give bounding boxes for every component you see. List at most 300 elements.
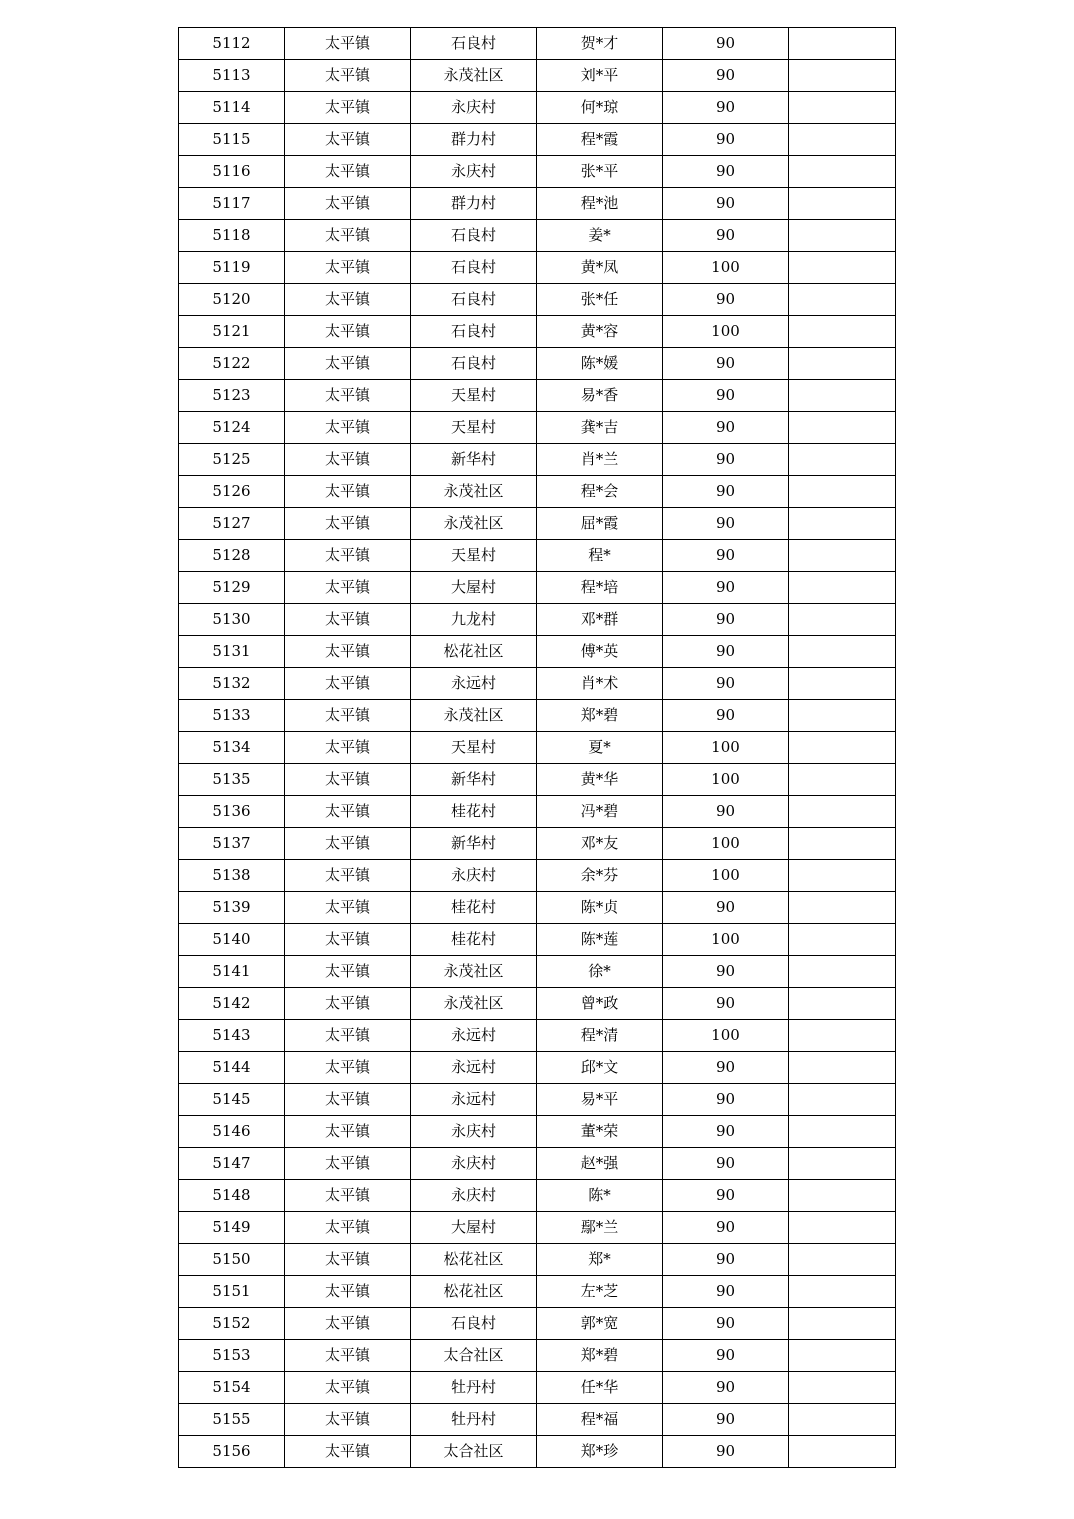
amount-cell: 90 xyxy=(663,124,789,156)
amount-cell: 100 xyxy=(663,860,789,892)
seq-cell: 5136 xyxy=(179,796,285,828)
village-cell: 石良村 xyxy=(411,28,537,60)
name-cell: 陈* xyxy=(537,1180,663,1212)
village-cell: 永茂社区 xyxy=(411,988,537,1020)
amount-cell: 90 xyxy=(663,1052,789,1084)
town-cell: 太平镇 xyxy=(285,924,411,956)
name-cell: 夏* xyxy=(537,732,663,764)
town-cell: 太平镇 xyxy=(285,1436,411,1468)
village-cell: 天星村 xyxy=(411,380,537,412)
remark-cell xyxy=(789,1084,896,1116)
table-row xyxy=(179,284,896,316)
remark-cell xyxy=(789,348,896,380)
table-row xyxy=(179,476,896,508)
name-cell: 程* xyxy=(537,540,663,572)
seq-cell: 5137 xyxy=(179,828,285,860)
remark-cell xyxy=(789,1148,896,1180)
seq-cell: 5118 xyxy=(179,220,285,252)
amount-cell: 100 xyxy=(663,1020,789,1052)
remark-cell xyxy=(789,444,896,476)
seq-cell: 5135 xyxy=(179,764,285,796)
name-cell: 程*霞 xyxy=(537,124,663,156)
amount-cell: 90 xyxy=(663,572,789,604)
name-cell: 陈*莲 xyxy=(537,924,663,956)
seq-cell: 5124 xyxy=(179,412,285,444)
seq-cell: 5151 xyxy=(179,1276,285,1308)
name-cell: 何*琼 xyxy=(537,92,663,124)
village-cell: 桂花村 xyxy=(411,796,537,828)
amount-cell: 90 xyxy=(663,1180,789,1212)
village-cell: 新华村 xyxy=(411,764,537,796)
town-cell: 太平镇 xyxy=(285,1052,411,1084)
table-row xyxy=(179,92,896,124)
town-cell: 太平镇 xyxy=(285,988,411,1020)
remark-cell xyxy=(789,540,896,572)
amount-cell: 90 xyxy=(663,476,789,508)
name-cell: 屈*霞 xyxy=(537,508,663,540)
table-row xyxy=(179,348,896,380)
remark-cell xyxy=(789,988,896,1020)
remark-cell xyxy=(789,1212,896,1244)
amount-cell: 90 xyxy=(663,380,789,412)
town-cell: 太平镇 xyxy=(285,1340,411,1372)
seq-cell: 5116 xyxy=(179,156,285,188)
table-row xyxy=(179,668,896,700)
table-row xyxy=(179,828,896,860)
name-cell: 郑*珍 xyxy=(537,1436,663,1468)
village-cell: 天星村 xyxy=(411,412,537,444)
amount-cell: 100 xyxy=(663,316,789,348)
seq-cell: 5122 xyxy=(179,348,285,380)
table-row xyxy=(179,540,896,572)
name-cell: 邱*文 xyxy=(537,1052,663,1084)
table-row xyxy=(179,1052,896,1084)
table-row xyxy=(179,1244,896,1276)
name-cell: 易*平 xyxy=(537,1084,663,1116)
remark-cell xyxy=(789,700,896,732)
remark-cell xyxy=(789,508,896,540)
remark-cell xyxy=(789,636,896,668)
table-row xyxy=(179,1308,896,1340)
village-cell: 新华村 xyxy=(411,444,537,476)
town-cell: 太平镇 xyxy=(285,28,411,60)
seq-cell: 5115 xyxy=(179,124,285,156)
seq-cell: 5155 xyxy=(179,1404,285,1436)
table-row xyxy=(179,252,896,284)
amount-cell: 100 xyxy=(663,732,789,764)
table-row xyxy=(179,1276,896,1308)
name-cell: 曾*政 xyxy=(537,988,663,1020)
name-cell: 邓*友 xyxy=(537,828,663,860)
village-cell: 天星村 xyxy=(411,540,537,572)
village-cell: 永庆村 xyxy=(411,1180,537,1212)
table-row xyxy=(179,220,896,252)
name-cell: 张*平 xyxy=(537,156,663,188)
seq-cell: 5123 xyxy=(179,380,285,412)
town-cell: 太平镇 xyxy=(285,188,411,220)
remark-cell xyxy=(789,316,896,348)
remark-cell xyxy=(789,220,896,252)
village-cell: 桂花村 xyxy=(411,924,537,956)
name-cell: 邓*群 xyxy=(537,604,663,636)
seq-cell: 5140 xyxy=(179,924,285,956)
village-cell: 牡丹村 xyxy=(411,1404,537,1436)
remark-cell xyxy=(789,572,896,604)
remark-cell xyxy=(789,796,896,828)
remark-cell xyxy=(789,732,896,764)
town-cell: 太平镇 xyxy=(285,700,411,732)
name-cell: 程*培 xyxy=(537,572,663,604)
remark-cell xyxy=(789,1340,896,1372)
amount-cell: 100 xyxy=(663,828,789,860)
name-cell: 傅*英 xyxy=(537,636,663,668)
amount-cell: 90 xyxy=(663,668,789,700)
table-row xyxy=(179,1404,896,1436)
town-cell: 太平镇 xyxy=(285,796,411,828)
village-cell: 群力村 xyxy=(411,124,537,156)
amount-cell: 90 xyxy=(663,540,789,572)
amount-cell: 90 xyxy=(663,444,789,476)
table-row xyxy=(179,1020,896,1052)
village-cell: 石良村 xyxy=(411,348,537,380)
seq-cell: 5113 xyxy=(179,60,285,92)
seq-cell: 5150 xyxy=(179,1244,285,1276)
amount-cell: 100 xyxy=(663,252,789,284)
village-cell: 永庆村 xyxy=(411,156,537,188)
remark-cell xyxy=(789,1180,896,1212)
town-cell: 太平镇 xyxy=(285,1148,411,1180)
remark-cell xyxy=(789,476,896,508)
seq-cell: 5129 xyxy=(179,572,285,604)
town-cell: 太平镇 xyxy=(285,572,411,604)
village-cell: 永庆村 xyxy=(411,860,537,892)
village-cell: 大屋村 xyxy=(411,572,537,604)
village-cell: 石良村 xyxy=(411,1308,537,1340)
seq-cell: 5141 xyxy=(179,956,285,988)
name-cell: 张*任 xyxy=(537,284,663,316)
amount-cell: 90 xyxy=(663,1212,789,1244)
village-cell: 永茂社区 xyxy=(411,700,537,732)
remark-cell xyxy=(789,124,896,156)
amount-cell: 90 xyxy=(663,508,789,540)
name-cell: 程*会 xyxy=(537,476,663,508)
remark-cell xyxy=(789,284,896,316)
seq-cell: 5134 xyxy=(179,732,285,764)
seq-cell: 5152 xyxy=(179,1308,285,1340)
seq-cell: 5142 xyxy=(179,988,285,1020)
seq-cell: 5114 xyxy=(179,92,285,124)
table-row xyxy=(179,316,896,348)
village-cell: 永茂社区 xyxy=(411,60,537,92)
village-cell: 松花社区 xyxy=(411,1276,537,1308)
remark-cell xyxy=(789,1052,896,1084)
town-cell: 太平镇 xyxy=(285,1404,411,1436)
amount-cell: 90 xyxy=(663,1084,789,1116)
name-cell: 任*华 xyxy=(537,1372,663,1404)
remark-cell xyxy=(789,604,896,636)
seq-cell: 5131 xyxy=(179,636,285,668)
seq-cell: 5133 xyxy=(179,700,285,732)
village-cell: 石良村 xyxy=(411,284,537,316)
town-cell: 太平镇 xyxy=(285,412,411,444)
seq-cell: 5117 xyxy=(179,188,285,220)
table-row xyxy=(179,508,896,540)
village-cell: 大屋村 xyxy=(411,1212,537,1244)
village-cell: 永远村 xyxy=(411,1052,537,1084)
amount-cell: 90 xyxy=(663,92,789,124)
name-cell: 冯*碧 xyxy=(537,796,663,828)
town-cell: 太平镇 xyxy=(285,220,411,252)
table-row xyxy=(179,796,896,828)
name-cell: 郑*碧 xyxy=(537,700,663,732)
town-cell: 太平镇 xyxy=(285,1308,411,1340)
village-cell: 永远村 xyxy=(411,1020,537,1052)
amount-cell: 90 xyxy=(663,1148,789,1180)
village-cell: 松花社区 xyxy=(411,1244,537,1276)
amount-cell: 90 xyxy=(663,1116,789,1148)
name-cell: 左*芝 xyxy=(537,1276,663,1308)
village-cell: 天星村 xyxy=(411,732,537,764)
name-cell: 郑* xyxy=(537,1244,663,1276)
seq-cell: 5156 xyxy=(179,1436,285,1468)
table-row xyxy=(179,1084,896,1116)
seq-cell: 5149 xyxy=(179,1212,285,1244)
name-cell: 余*芬 xyxy=(537,860,663,892)
village-cell: 永远村 xyxy=(411,668,537,700)
town-cell: 太平镇 xyxy=(285,1020,411,1052)
town-cell: 太平镇 xyxy=(285,892,411,924)
name-cell: 郑*碧 xyxy=(537,1340,663,1372)
village-cell: 太合社区 xyxy=(411,1340,537,1372)
village-cell: 石良村 xyxy=(411,252,537,284)
seq-cell: 5119 xyxy=(179,252,285,284)
town-cell: 太平镇 xyxy=(285,1276,411,1308)
name-cell: 黄*凤 xyxy=(537,252,663,284)
seq-cell: 5126 xyxy=(179,476,285,508)
town-cell: 太平镇 xyxy=(285,60,411,92)
village-cell: 新华村 xyxy=(411,828,537,860)
amount-cell: 90 xyxy=(663,700,789,732)
town-cell: 太平镇 xyxy=(285,764,411,796)
town-cell: 太平镇 xyxy=(285,828,411,860)
village-cell: 永茂社区 xyxy=(411,508,537,540)
table-row xyxy=(179,1372,896,1404)
name-cell: 赵*强 xyxy=(537,1148,663,1180)
amount-cell: 90 xyxy=(663,892,789,924)
remark-cell xyxy=(789,1244,896,1276)
village-cell: 永庆村 xyxy=(411,92,537,124)
village-cell: 牡丹村 xyxy=(411,1372,537,1404)
seq-cell: 5143 xyxy=(179,1020,285,1052)
town-cell: 太平镇 xyxy=(285,380,411,412)
amount-cell: 90 xyxy=(663,1276,789,1308)
name-cell: 鄢*兰 xyxy=(537,1212,663,1244)
remark-cell xyxy=(789,668,896,700)
table-row xyxy=(179,1340,896,1372)
name-cell: 黄*容 xyxy=(537,316,663,348)
name-cell: 郭*宽 xyxy=(537,1308,663,1340)
seq-cell: 5147 xyxy=(179,1148,285,1180)
remark-cell xyxy=(789,156,896,188)
remark-cell xyxy=(789,924,896,956)
seq-cell: 5138 xyxy=(179,860,285,892)
town-cell: 太平镇 xyxy=(285,1244,411,1276)
table-row xyxy=(179,572,896,604)
amount-cell: 90 xyxy=(663,1436,789,1468)
remark-cell xyxy=(789,956,896,988)
town-cell: 太平镇 xyxy=(285,1116,411,1148)
table-row xyxy=(179,380,896,412)
table-row xyxy=(179,732,896,764)
name-cell: 肖*术 xyxy=(537,668,663,700)
remark-cell xyxy=(789,380,896,412)
name-cell: 易*香 xyxy=(537,380,663,412)
town-cell: 太平镇 xyxy=(285,316,411,348)
amount-cell: 90 xyxy=(663,956,789,988)
table-row xyxy=(179,156,896,188)
name-cell: 徐* xyxy=(537,956,663,988)
remark-cell xyxy=(789,1276,896,1308)
remark-cell xyxy=(789,860,896,892)
town-cell: 太平镇 xyxy=(285,732,411,764)
table-row xyxy=(179,188,896,220)
amount-cell: 90 xyxy=(663,28,789,60)
amount-cell: 90 xyxy=(663,220,789,252)
amount-cell: 90 xyxy=(663,604,789,636)
town-cell: 太平镇 xyxy=(285,284,411,316)
name-cell: 董*荣 xyxy=(537,1116,663,1148)
town-cell: 太平镇 xyxy=(285,860,411,892)
remark-cell xyxy=(789,1308,896,1340)
village-cell: 永庆村 xyxy=(411,1116,537,1148)
town-cell: 太平镇 xyxy=(285,348,411,380)
remark-cell xyxy=(789,188,896,220)
remark-cell xyxy=(789,92,896,124)
roster-table-body xyxy=(179,28,896,1468)
seq-cell: 5127 xyxy=(179,508,285,540)
name-cell: 陈*贞 xyxy=(537,892,663,924)
remark-cell xyxy=(789,28,896,60)
table-row xyxy=(179,924,896,956)
table-row xyxy=(179,1148,896,1180)
village-cell: 九龙村 xyxy=(411,604,537,636)
name-cell: 龚*吉 xyxy=(537,412,663,444)
name-cell: 姜* xyxy=(537,220,663,252)
seq-cell: 5139 xyxy=(179,892,285,924)
town-cell: 太平镇 xyxy=(285,124,411,156)
village-cell: 永茂社区 xyxy=(411,956,537,988)
seq-cell: 5154 xyxy=(179,1372,285,1404)
town-cell: 太平镇 xyxy=(285,604,411,636)
amount-cell: 100 xyxy=(663,764,789,796)
seq-cell: 5125 xyxy=(179,444,285,476)
name-cell: 程*池 xyxy=(537,188,663,220)
seq-cell: 5132 xyxy=(179,668,285,700)
table-row xyxy=(179,412,896,444)
name-cell: 程*福 xyxy=(537,1404,663,1436)
town-cell: 太平镇 xyxy=(285,156,411,188)
town-cell: 太平镇 xyxy=(285,92,411,124)
seq-cell: 5146 xyxy=(179,1116,285,1148)
town-cell: 太平镇 xyxy=(285,956,411,988)
amount-cell: 90 xyxy=(663,636,789,668)
seq-cell: 5128 xyxy=(179,540,285,572)
remark-cell xyxy=(789,1020,896,1052)
town-cell: 太平镇 xyxy=(285,668,411,700)
village-cell: 桂花村 xyxy=(411,892,537,924)
name-cell: 刘*平 xyxy=(537,60,663,92)
table-row xyxy=(179,444,896,476)
table-row xyxy=(179,1116,896,1148)
village-cell: 太合社区 xyxy=(411,1436,537,1468)
table-row xyxy=(179,60,896,92)
amount-cell: 90 xyxy=(663,1340,789,1372)
town-cell: 太平镇 xyxy=(285,1212,411,1244)
amount-cell: 90 xyxy=(663,348,789,380)
town-cell: 太平镇 xyxy=(285,540,411,572)
town-cell: 太平镇 xyxy=(285,1084,411,1116)
name-cell: 贺*才 xyxy=(537,28,663,60)
remark-cell xyxy=(789,1436,896,1468)
seq-cell: 5145 xyxy=(179,1084,285,1116)
seq-cell: 5112 xyxy=(179,28,285,60)
table-row xyxy=(179,988,896,1020)
amount-cell: 90 xyxy=(663,1372,789,1404)
amount-cell: 90 xyxy=(663,188,789,220)
table-row xyxy=(179,1436,896,1468)
remark-cell xyxy=(789,1116,896,1148)
village-cell: 永远村 xyxy=(411,1084,537,1116)
remark-cell xyxy=(789,1404,896,1436)
town-cell: 太平镇 xyxy=(285,1372,411,1404)
table-row xyxy=(179,764,896,796)
seq-cell: 5121 xyxy=(179,316,285,348)
village-cell: 松花社区 xyxy=(411,636,537,668)
village-cell: 石良村 xyxy=(411,316,537,348)
seq-cell: 5148 xyxy=(179,1180,285,1212)
table-row xyxy=(179,956,896,988)
remark-cell xyxy=(789,892,896,924)
amount-cell: 90 xyxy=(663,1404,789,1436)
table-row xyxy=(179,700,896,732)
table-row xyxy=(179,636,896,668)
name-cell: 程*清 xyxy=(537,1020,663,1052)
remark-cell xyxy=(789,412,896,444)
amount-cell: 90 xyxy=(663,412,789,444)
remark-cell xyxy=(789,252,896,284)
amount-cell: 90 xyxy=(663,60,789,92)
table-row xyxy=(179,1180,896,1212)
amount-cell: 90 xyxy=(663,284,789,316)
amount-cell: 100 xyxy=(663,924,789,956)
remark-cell xyxy=(789,60,896,92)
table-row xyxy=(179,892,896,924)
town-cell: 太平镇 xyxy=(285,252,411,284)
village-cell: 永庆村 xyxy=(411,1148,537,1180)
name-cell: 陈*媛 xyxy=(537,348,663,380)
name-cell: 肖*兰 xyxy=(537,444,663,476)
town-cell: 太平镇 xyxy=(285,476,411,508)
table-row xyxy=(179,1212,896,1244)
table-row xyxy=(179,860,896,892)
village-cell: 永茂社区 xyxy=(411,476,537,508)
remark-cell xyxy=(789,828,896,860)
table-row xyxy=(179,28,896,60)
amount-cell: 90 xyxy=(663,1308,789,1340)
town-cell: 太平镇 xyxy=(285,1180,411,1212)
village-cell: 石良村 xyxy=(411,220,537,252)
seq-cell: 5144 xyxy=(179,1052,285,1084)
